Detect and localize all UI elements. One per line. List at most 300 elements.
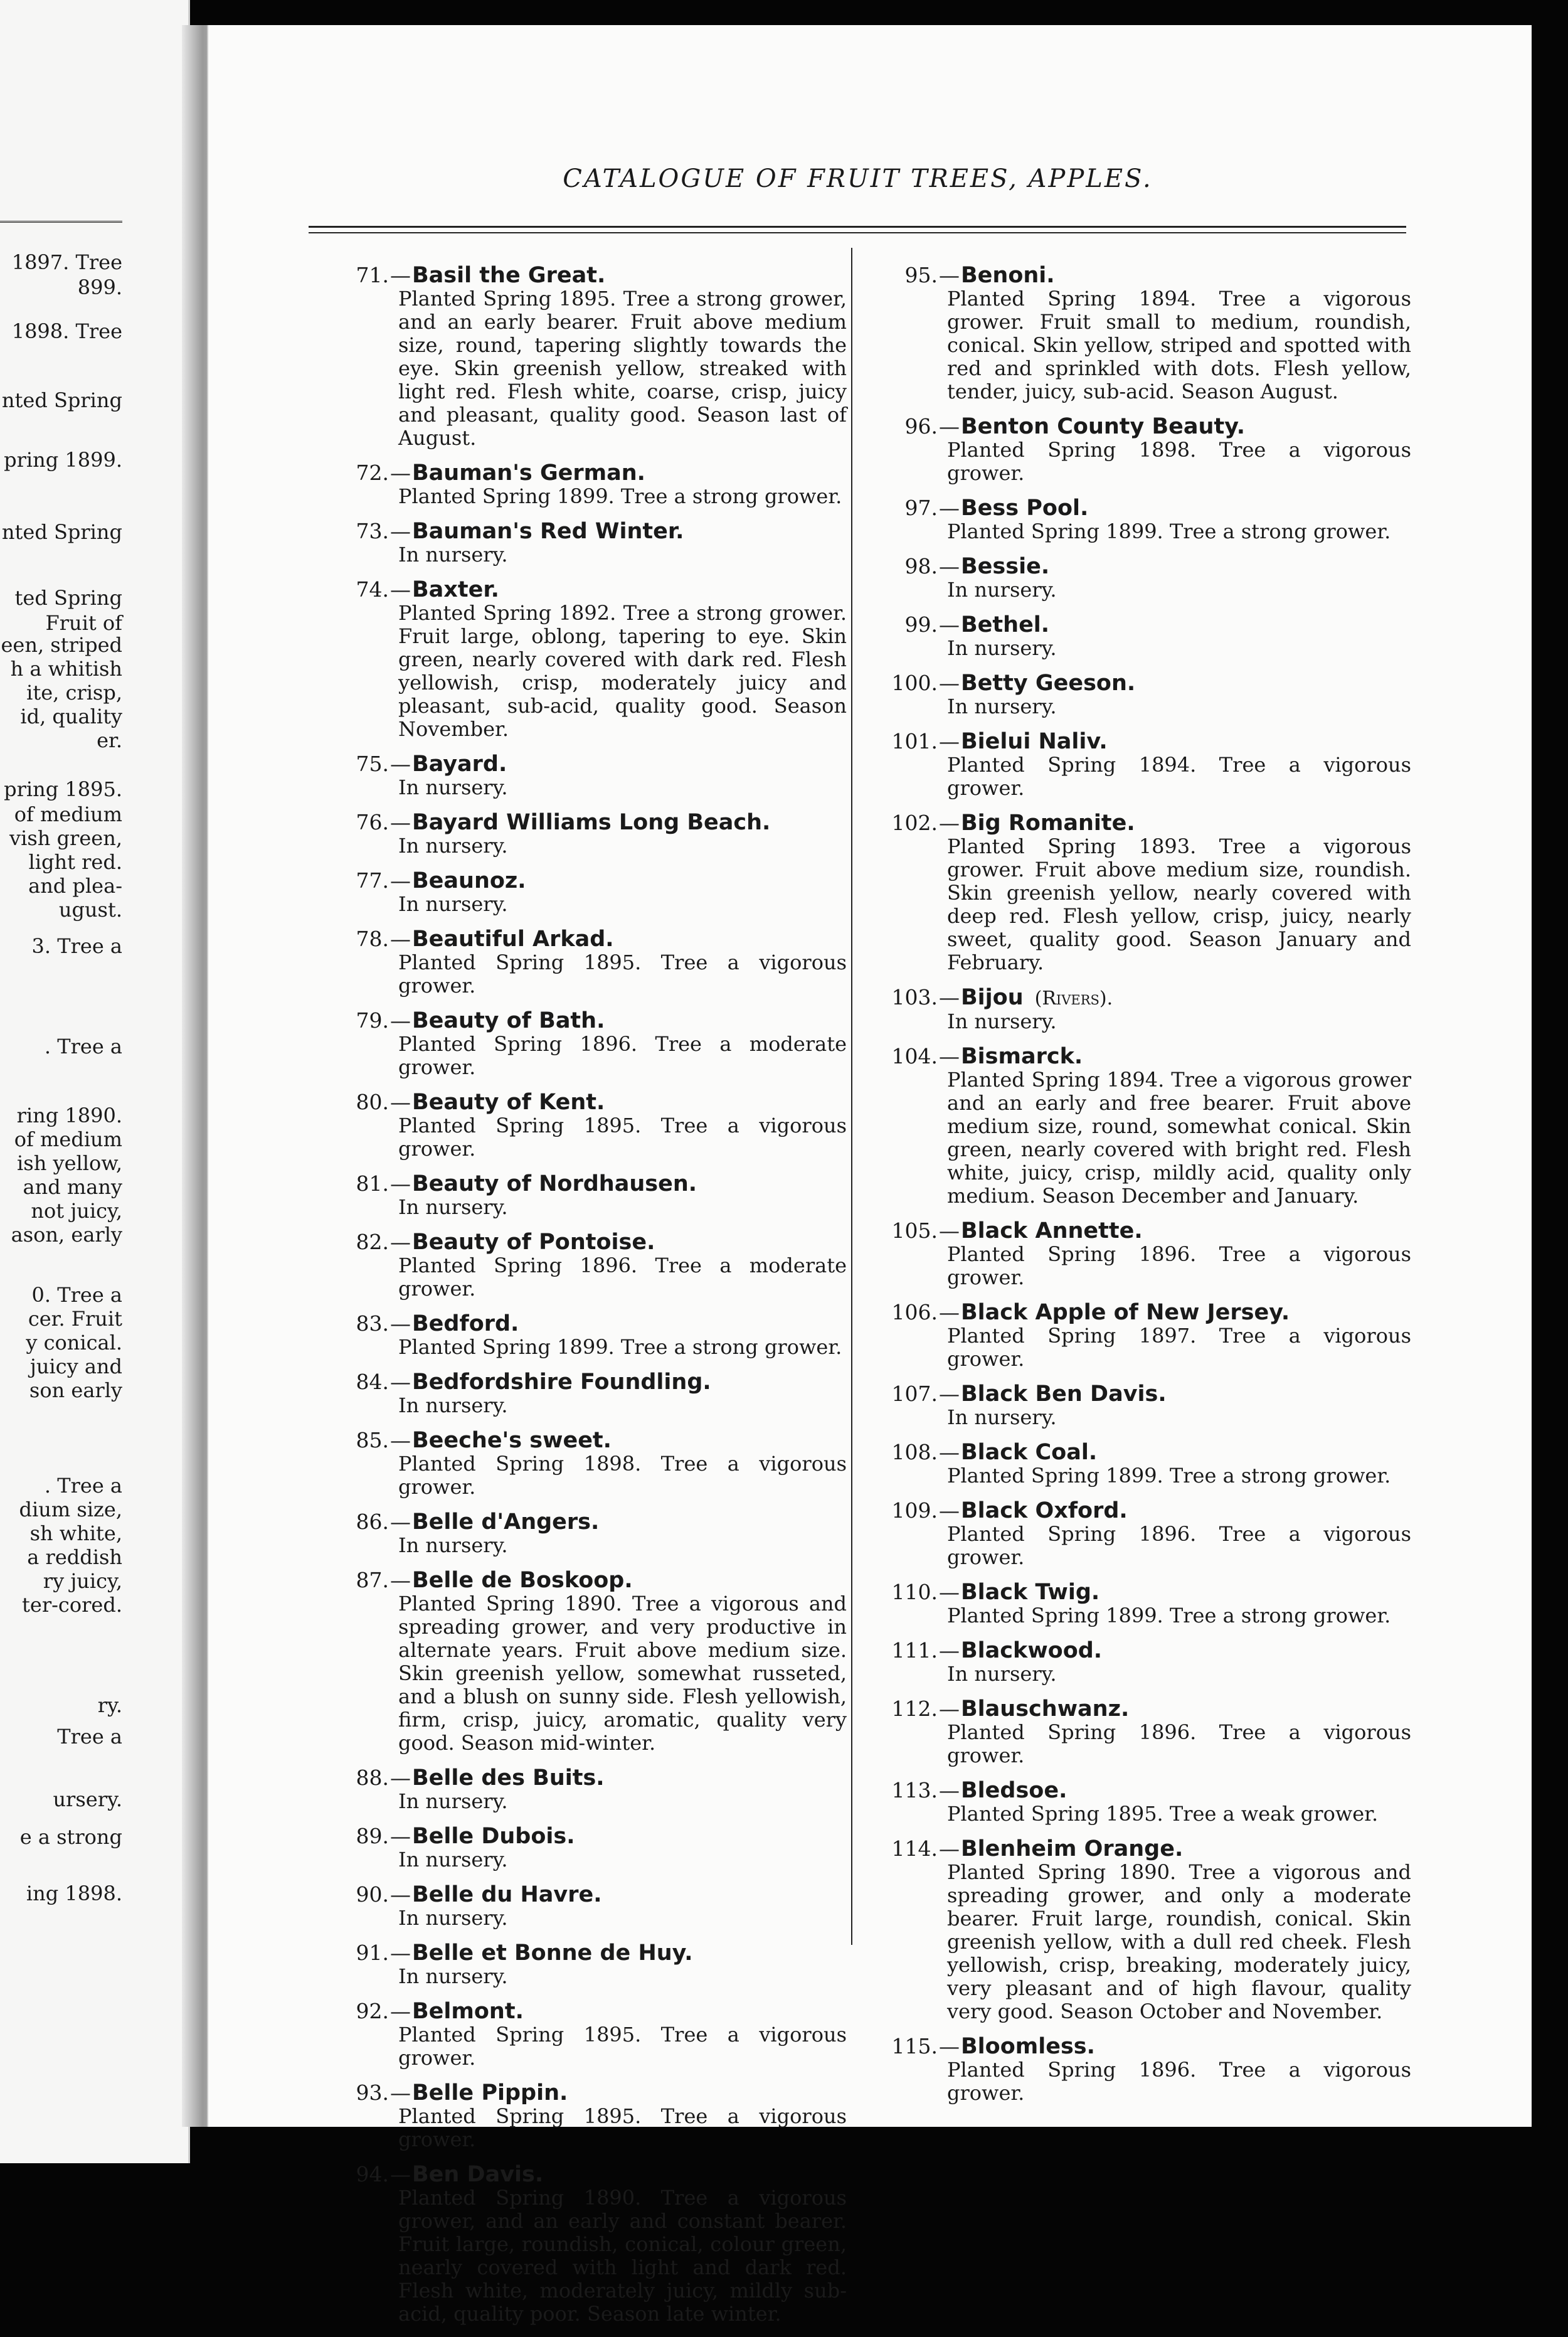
variety-name: Big Romanite.: [961, 811, 1135, 836]
variety-description: In nursery.: [398, 834, 508, 858]
variety-description: Planted Spring 1899. Tree a strong grower.: [398, 1335, 842, 1359]
facing-page-text: and many: [23, 1175, 122, 1199]
variety-description: In nursery.: [398, 775, 508, 799]
facing-page-text: 0. Tree a: [31, 1283, 122, 1307]
variety-name: Beaunoz.: [412, 868, 526, 893]
entry-number: 103.: [891, 985, 938, 1009]
facing-page-text: . Tree a: [44, 1474, 122, 1498]
catalogue-entry: [326, 461, 847, 508]
variety-description: Planted Spring 1896. Tree a moderate grower.: [398, 1254, 847, 1301]
entry-number: 92.: [356, 1999, 389, 2023]
variety-name: Belle et Bonne de Huy.: [412, 1940, 693, 1966]
facing-page-text: nted Spring: [1, 388, 122, 412]
catalogue-entry: [326, 1941, 847, 1988]
variety-description: In nursery.: [947, 695, 1057, 718]
variety-description: Planted Spring 1895. Tree a vigorous grower.: [398, 2023, 847, 2070]
variety-description: Planted Spring 1899. Tree a strong grower.: [947, 1464, 1391, 1488]
entry-heading: [875, 671, 1411, 695]
variety-name: Belle Pippin.: [412, 2080, 568, 2105]
variety-description: In nursery.: [947, 1662, 1057, 1686]
variety-description: In nursery.: [398, 1964, 508, 1988]
entry-heading: [875, 730, 1411, 753]
entry-heading: [326, 752, 847, 776]
catalogue-entry: [875, 1382, 1411, 1429]
entry-number: 106.: [891, 1300, 938, 1324]
catalogue-entry: [875, 730, 1411, 800]
facing-page-text: ted Spring: [14, 586, 122, 610]
entry-heading: [326, 2163, 847, 2186]
entry-number: 96.: [904, 414, 938, 439]
facing-page-text: of medium: [14, 802, 122, 826]
entry-number: 76.: [356, 810, 389, 834]
variety-name: Blenheim Orange.: [961, 1836, 1184, 1861]
entry-heading: [875, 555, 1411, 578]
catalogue-entry: [326, 1568, 847, 1755]
catalogue-entry: [875, 1045, 1411, 1208]
entry-dash: —: [390, 263, 411, 287]
catalogue-entry: [326, 869, 847, 916]
entry-number: 81.: [356, 1171, 389, 1196]
entry-dash: —: [390, 1882, 411, 1907]
entry-heading: [875, 1301, 1411, 1324]
entry-heading: [875, 1382, 1411, 1406]
variety-description: In nursery.: [398, 1533, 508, 1557]
variety-description: Planted Spring 1896. Tree a vigorous grower.: [947, 1522, 1411, 1569]
facing-page-text: 899.: [77, 275, 122, 299]
facing-page-text: a reddish: [27, 1545, 122, 1569]
entry-dash: —: [390, 1008, 411, 1033]
variety-name: Bielui Naliv.: [961, 729, 1108, 754]
entry-dash: —: [939, 496, 960, 520]
entry-dash: —: [390, 1428, 411, 1452]
entry-dash: —: [390, 1999, 411, 2023]
variety-description: Planted Spring 1890. Tree a vigorous and spreading grower, and only a moderate bearer. Fruit large, roundish, conical. Skin greenish yellow, with a dull red cheek. Flesh yellowish, crisp, breaking, moderately juicy, very pleasant and of high flavour, quality very good. Season October and November.: [947, 1860, 1411, 2023]
variety-name: Beauty of Bath.: [412, 1008, 605, 1033]
entry-heading: [875, 2035, 1411, 2058]
entry-dash: —: [939, 811, 960, 835]
variety-description: Planted Spring 1899. Tree a strong grower.: [947, 519, 1391, 543]
entry-number: 75.: [356, 752, 389, 776]
entry-heading: [326, 811, 847, 834]
entry-number: 113.: [891, 1778, 938, 1802]
catalogue-entry: [875, 1301, 1411, 1371]
facing-page-fragment: [0, 0, 190, 2163]
catalogue-entry: [875, 613, 1411, 660]
column-divider: [851, 248, 852, 1945]
facing-page-text: ite, crisp,: [26, 681, 122, 705]
right-column: [875, 264, 1411, 2116]
facing-page-text: e a strong: [19, 1825, 122, 1849]
variety-name: Black Oxford.: [961, 1498, 1128, 1523]
variety-name: Bloomless.: [961, 2034, 1095, 2059]
variety-name: Bauman's Red Winter.: [412, 519, 684, 544]
entry-number: 71.: [356, 263, 389, 287]
variety-description: Planted Spring 1896. Tree a vigorous grower.: [947, 2058, 1411, 2105]
entry-number: 112.: [891, 1696, 938, 1721]
facing-page-text: ing 1898.: [26, 1882, 122, 1905]
entry-number: 86.: [356, 1509, 389, 1534]
entry-heading: [326, 1429, 847, 1452]
entry-heading: [326, 869, 847, 893]
variety-name: Bethel.: [961, 612, 1050, 637]
catalogue-entry: [326, 752, 847, 799]
entry-number: 98.: [904, 554, 938, 578]
variety-name: Benton County Beauty.: [961, 414, 1246, 439]
facing-page-text: id, quality: [20, 705, 122, 728]
variety-description: Planted Spring 1899. Tree a strong grower.: [398, 484, 842, 508]
catalogue-entry: [326, 1766, 847, 1813]
variety-description: Planted Spring 1896. Tree a moderate grower.: [398, 1032, 847, 1079]
catalogue-entry: [326, 1370, 847, 1417]
facing-page-text: 1897. Tree: [11, 250, 122, 274]
variety-name: Beauty of Nordhausen.: [412, 1171, 697, 1196]
entry-heading: [326, 1370, 847, 1394]
variety-name: Beauty of Kent.: [412, 1090, 605, 1115]
variety-description: Planted Spring 1897. Tree a vigorous grower.: [947, 1324, 1411, 1371]
variety-description: Planted Spring 1894. Tree a vigorous grower. Fruit small to medium, roundish, conical. Skin yellow, striped and spotted with red and sprinkled with dots. Flesh yellow, tender, juicy, sub-acid. Season August.: [947, 287, 1411, 403]
entry-heading: [326, 1009, 847, 1033]
variety-description: In nursery.: [398, 1906, 508, 1930]
catalogue-entry: [875, 671, 1411, 718]
entry-number: 102.: [891, 811, 938, 835]
facing-page-text: and plea-: [28, 874, 122, 898]
entry-heading: [875, 264, 1411, 287]
facing-page-text: ason, early: [11, 1223, 122, 1247]
variety-name: Black Ben Davis.: [961, 1381, 1167, 1407]
entry-dash: —: [939, 1638, 960, 1663]
entry-dash: —: [939, 612, 960, 637]
catalogue-entry: [875, 1580, 1411, 1627]
variety-name: Bayard.: [412, 752, 507, 777]
facing-page-rule: [0, 221, 122, 223]
variety-name: Bedford.: [412, 1311, 519, 1336]
entry-number: 72.: [356, 460, 389, 485]
entry-number: 80.: [356, 1090, 389, 1114]
entry-heading: [875, 1639, 1411, 1663]
variety-name: Bess Pool.: [961, 496, 1089, 521]
facing-page-text: een, striped: [1, 633, 122, 657]
facing-page-text: ter-cored.: [22, 1593, 122, 1617]
entry-dash: —: [939, 1218, 960, 1243]
catalogue-entry: [326, 1009, 847, 1079]
entry-number: 108.: [891, 1440, 938, 1464]
entry-number: 74.: [356, 577, 389, 602]
facing-page-text: son early: [29, 1378, 122, 1402]
facing-page-text: . Tree a: [44, 1035, 122, 1058]
entry-heading: [875, 1779, 1411, 1802]
variety-description: In nursery.: [947, 578, 1057, 602]
header-rule: [309, 226, 1406, 233]
catalogue-entry: [875, 264, 1411, 403]
facing-page-text: juicy and: [29, 1355, 122, 1378]
variety-name: Black Apple of New Jersey.: [961, 1300, 1290, 1325]
variety-description: In nursery.: [398, 1848, 508, 1871]
entry-heading: [875, 496, 1411, 520]
entry-dash: —: [390, 1090, 411, 1114]
variety-name: Blauschwanz.: [961, 1696, 1130, 1722]
entry-dash: —: [939, 1778, 960, 1802]
variety-description: In nursery.: [398, 543, 508, 567]
variety-description: In nursery.: [398, 1195, 508, 1219]
facing-page-text: Fruit of: [45, 611, 122, 635]
variety-description: Planted Spring 1893. Tree a vigorous grower. Fruit above medium size, roundish. Skin greenish yellow, nearly covered with deep red. Flesh yellow, crisp, juicy, nearly sweet, quality good. Season January and February.: [947, 834, 1411, 974]
catalogue-entry: [326, 1312, 847, 1359]
variety-description: Planted Spring 1892. Tree a strong grower. Fruit large, oblong, tapering to eye. Skin green, nearly covered with dark red. Flesh yellowish, crisp, moderately juicy and pleasant, sub-acid, quality good. Season November.: [398, 601, 847, 741]
entry-dash: —: [939, 1498, 960, 1523]
entry-dash: —: [390, 1765, 411, 1790]
catalogue-entry: [326, 578, 847, 741]
catalogue-entry: [326, 2163, 847, 2326]
facing-page-text: cer. Fruit: [28, 1307, 122, 1331]
catalogue-entry: [875, 2035, 1411, 2105]
entry-number: 100.: [891, 671, 938, 695]
variety-description: Planted Spring 1895. Tree a strong grower, and an early bearer. Fruit above medium size, round, tapering slightly towards the eye. Skin greenish yellow, streaked with light red. Flesh white, coarse, crisp, juicy and pleasant, quality good. Season last of August.: [398, 287, 847, 450]
entry-number: 88.: [356, 1765, 389, 1790]
entry-number: 115.: [891, 2034, 938, 2058]
entry-heading: [875, 613, 1411, 637]
catalogue-entry: [326, 927, 847, 998]
catalogue-entry: [875, 496, 1411, 543]
entry-dash: —: [939, 263, 960, 287]
entry-heading: [326, 1312, 847, 1336]
entry-dash: —: [939, 554, 960, 578]
facing-page-text: h a whitish: [10, 657, 122, 681]
entry-number: 77.: [356, 868, 389, 893]
entry-dash: —: [939, 1580, 960, 1604]
entry-dash: —: [939, 1300, 960, 1324]
variety-description: In nursery.: [947, 1009, 1057, 1033]
entry-heading: [875, 986, 1411, 1010]
entry-number: 94.: [356, 2162, 389, 2186]
catalogue-entry: [875, 555, 1411, 602]
variety-description: Planted Spring 1898. Tree a vigorous grower.: [398, 1452, 847, 1499]
entry-number: 78.: [356, 927, 389, 951]
variety-description: In nursery.: [398, 1789, 508, 1813]
entry-heading: [326, 1941, 847, 1965]
variety-description: Planted Spring 1896. Tree a vigorous grower.: [947, 1242, 1411, 1289]
variety-name: Bijou: [961, 985, 1024, 1010]
facing-page-text: pring 1899.: [4, 448, 122, 472]
variety-description: In nursery.: [398, 892, 508, 916]
entry-number: 82.: [356, 1230, 389, 1254]
catalogue-entry: [326, 1230, 847, 1301]
catalogue-entry: [326, 1999, 847, 2070]
variety-description: In nursery.: [947, 1405, 1057, 1429]
catalogue-entry: [875, 986, 1411, 1033]
variety-description: Planted Spring 1895. Tree a vigorous grower.: [398, 950, 847, 998]
entry-number: 83.: [356, 1311, 389, 1336]
facing-page-text: dium size,: [19, 1498, 122, 1521]
entry-dash: —: [939, 671, 960, 695]
entry-dash: —: [390, 1940, 411, 1965]
entry-heading: [875, 1219, 1411, 1243]
facing-page-text: y conical.: [26, 1331, 122, 1355]
facing-page-text: 3. Tree a: [31, 934, 122, 958]
facing-page-text: ursery.: [53, 1787, 122, 1811]
variety-description: Planted Spring 1894. Tree a vigorous grower.: [947, 753, 1411, 800]
entry-dash: —: [390, 460, 411, 485]
facing-page-text: ry juicy,: [43, 1569, 122, 1593]
variety-name: Belle du Havre.: [412, 1882, 602, 1907]
entry-heading: [875, 1697, 1411, 1721]
entry-dash: —: [390, 1509, 411, 1534]
entry-heading: [326, 1230, 847, 1254]
entry-number: 91.: [356, 1940, 389, 1965]
variety-name: Betty Geeson.: [961, 671, 1136, 696]
variety-name: Belle Dubois.: [412, 1824, 575, 1849]
entry-number: 73.: [356, 519, 389, 543]
facing-page-text: pring 1895.: [4, 777, 122, 801]
entry-number: 95.: [904, 263, 938, 287]
entry-dash: —: [939, 985, 960, 1009]
variety-name: Baxter.: [412, 577, 499, 602]
variety-description: In nursery.: [947, 636, 1057, 660]
variety-name: Black Coal.: [961, 1440, 1098, 1465]
entry-heading: [326, 1510, 847, 1534]
facing-page-text: er.: [97, 728, 122, 752]
left-column: [326, 264, 847, 2337]
variety-name: Blackwood.: [961, 1638, 1103, 1663]
entry-heading: [326, 1883, 847, 1907]
catalogue-entry: [875, 1779, 1411, 1826]
catalogue-entry: [875, 1639, 1411, 1686]
variety-name: Bessie.: [961, 554, 1050, 579]
variety-description: Planted Spring 1895. Tree a vigorous grower.: [398, 1114, 847, 1161]
entry-number: 79.: [356, 1008, 389, 1033]
catalogue-entry: [875, 1440, 1411, 1488]
entry-dash: —: [390, 1171, 411, 1196]
variety-name: Ben Davis.: [412, 2162, 544, 2187]
facing-page-text: Tree a: [57, 1725, 122, 1749]
catalogue-entry: [326, 1172, 847, 1219]
catalogue-entry: [326, 1510, 847, 1557]
catalogue-entry: [326, 1883, 847, 1930]
variety-name: Bauman's German.: [412, 460, 645, 486]
catalogue-entry: [875, 1499, 1411, 1569]
entry-number: 111.: [891, 1638, 938, 1663]
entry-dash: —: [390, 752, 411, 776]
entry-number: 89.: [356, 1824, 389, 1848]
entry-dash: —: [939, 1836, 960, 1861]
entry-heading: [875, 415, 1411, 439]
entry-number: 110.: [891, 1580, 938, 1604]
entry-heading: [326, 1766, 847, 1790]
entry-heading: [875, 1045, 1411, 1068]
catalogue-entry: [326, 2081, 847, 2151]
catalogue-entry: [875, 1837, 1411, 2023]
entry-number: 107.: [891, 1381, 938, 1406]
catalogue-entry: [326, 1824, 847, 1871]
entry-dash: —: [939, 1696, 960, 1721]
variety-description: Planted Spring 1898. Tree a vigorous grower.: [947, 438, 1411, 485]
variety-name: Black Annette.: [961, 1218, 1143, 1243]
entry-heading: [326, 1999, 847, 2023]
entry-heading: [875, 1837, 1411, 1861]
variety-name: Bayard Williams Long Beach.: [412, 810, 771, 835]
entry-dash: —: [390, 868, 411, 893]
entry-heading: [326, 1824, 847, 1848]
facing-page-text: of medium: [14, 1127, 122, 1151]
entry-heading: [326, 2081, 847, 2105]
entry-dash: —: [390, 577, 411, 602]
variety-name: Benoni.: [961, 263, 1055, 288]
catalogue-entry: [875, 811, 1411, 974]
entry-heading: [326, 264, 847, 287]
entry-heading: [326, 1090, 847, 1114]
entry-dash: —: [939, 2034, 960, 2058]
variety-description: In nursery.: [398, 1393, 508, 1417]
variety-name: Black Twig.: [961, 1580, 1100, 1605]
entry-dash: —: [390, 927, 411, 951]
page-header: CATALOGUE OF FRUIT TREES, APPLES.: [563, 164, 1153, 193]
catalogue-entry: [326, 264, 847, 450]
variety-description: Planted Spring 1890. Tree a vigorous grower, and an early and constant bearer. Fruit large, roundish, conical, colour green, nearly covered with light and dark red. Flesh white, moderately juicy, mildly sub-acid, quality poor. Season late winter.: [398, 2186, 847, 2326]
facing-page-text: nted Spring: [1, 520, 122, 544]
catalogue-entry: [326, 1090, 847, 1161]
entry-heading: [326, 927, 847, 951]
facing-page-text: sh white,: [29, 1521, 122, 1545]
entry-number: 90.: [356, 1882, 389, 1907]
entry-dash: —: [939, 1381, 960, 1406]
entry-number: 97.: [904, 496, 938, 520]
entry-dash: —: [390, 810, 411, 834]
entry-heading: [326, 578, 847, 602]
entry-dash: —: [390, 2162, 411, 2186]
catalogue-entry: [875, 415, 1411, 485]
variety-name: Beautiful Arkad.: [412, 927, 614, 952]
facing-page-text: ugust.: [58, 898, 122, 922]
variety-description: Planted Spring 1894. Tree a vigorous grower and an early and free bearer. Fruit above medium size, round, somewhat conical. Skin green, nearly covered with bright red. Flesh white, juicy, crisp, mildly acid, quality only medium. Season December and January.: [947, 1068, 1411, 1208]
entry-number: 93.: [356, 2080, 389, 2105]
variety-name: Belle des Buits.: [412, 1765, 605, 1791]
facing-page-text: light red.: [28, 850, 122, 874]
variety-note: (Rivers).: [1034, 988, 1113, 1009]
variety-name: Bledsoe.: [961, 1778, 1067, 1803]
variety-name: Bedfordshire Foundling.: [412, 1370, 711, 1395]
entry-dash: —: [939, 1044, 960, 1068]
variety-name: Belmont.: [412, 1999, 524, 2024]
entry-dash: —: [939, 414, 960, 439]
variety-name: Beeche's sweet.: [412, 1428, 612, 1453]
entry-heading: [326, 1568, 847, 1592]
variety-description: Planted Spring 1896. Tree a vigorous grower.: [947, 1720, 1411, 1767]
facing-page-text: 1898. Tree: [11, 319, 122, 343]
entry-dash: —: [939, 729, 960, 753]
entry-dash: —: [390, 519, 411, 543]
catalogue-entry: [326, 1429, 847, 1499]
variety-name: Basil the Great.: [412, 263, 606, 288]
entry-heading: [326, 519, 847, 543]
facing-page-text: not juicy,: [31, 1199, 122, 1223]
entry-heading: [875, 1580, 1411, 1604]
entry-number: 101.: [891, 729, 938, 753]
entry-heading: [875, 1440, 1411, 1464]
catalogue-entry: [875, 1219, 1411, 1289]
entry-dash: —: [390, 1311, 411, 1336]
entry-number: 105.: [891, 1218, 938, 1243]
entry-number: 99.: [904, 612, 938, 637]
catalogue-entry: [326, 519, 847, 567]
variety-description: Planted Spring 1890. Tree a vigorous and spreading grower, and very productive in alternate years. Fruit above medium size. Skin greenish yellow, somewhat russeted, and a blush on sunny side. Flesh yellowish, firm, crisp, juicy, aromatic, quality very good. Season mid-winter.: [398, 1592, 847, 1755]
entry-dash: —: [390, 1568, 411, 1592]
entry-dash: —: [390, 2080, 411, 2105]
entry-number: 87.: [356, 1568, 389, 1592]
variety-name: Beauty of Pontoise.: [412, 1230, 655, 1255]
entry-number: 109.: [891, 1498, 938, 1523]
entry-number: 85.: [356, 1428, 389, 1452]
catalogue-entry: [326, 811, 847, 858]
entry-heading: [875, 811, 1411, 835]
